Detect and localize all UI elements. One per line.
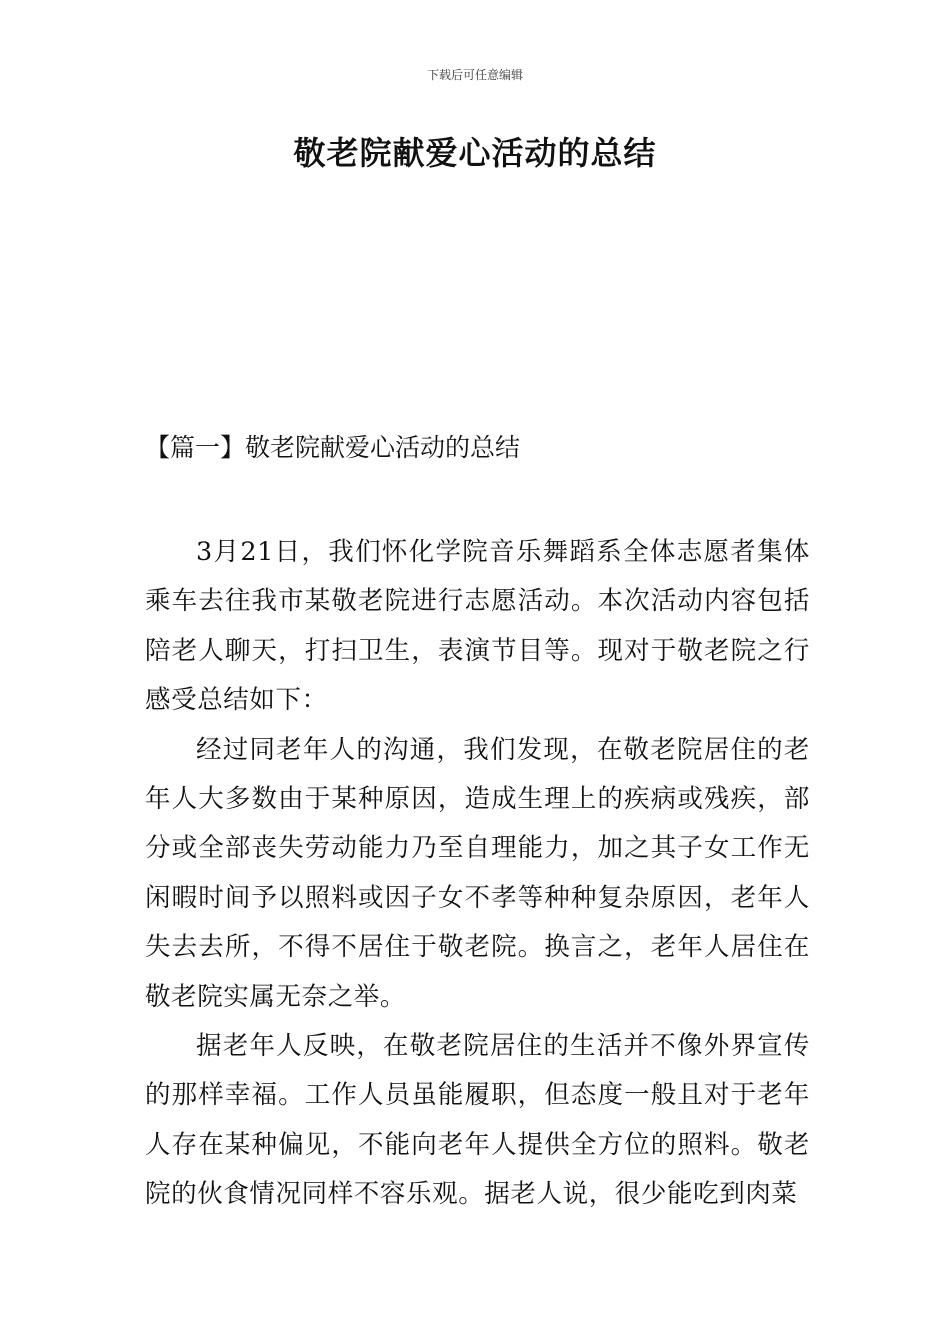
paragraph: 经过同老年人的沟通，我们发现，在敬老院居住的老年人大多数由于某种原因，造成生理上的疾病或残疾，部分或全部丧失劳动能力乃至自理能力，加之其子女工作无闲暇时间予以照料或因子女不孝等种种复杂原因，老年人失去去所，不得不居住于敬老院。换言之，老年人居住在敬老院实属无奈之举。 bbox=[145, 734, 810, 1012]
document-title: 敬老院献爱心活动的总结 bbox=[293, 134, 657, 172]
body-text bbox=[145, 528, 810, 1220]
section-heading: 【篇一】敬老院献爱心活动的总结 bbox=[145, 433, 521, 462]
header-note: 下载后可任意编辑 bbox=[426, 68, 523, 82]
paragraph: 3月21日，我们怀化学院音乐舞蹈系全体志愿者集体乘车去往我市某敬老院进行志愿活动。本次活动内容包括陪老人聊天，打扫卫生，表演节目等。现对于敬老院之行感受总结如下： bbox=[145, 537, 810, 716]
paragraph: 据老年人反映，在敬老院居住的生活并不像外界宣传的那样幸福。工作人员虽能履职，但态度一般且对于老年人存在某种偏见，不能向老年人提供全方位的照料。敬老院的伙食情况同样不容乐观。据老人说，很少能吃到肉菜 bbox=[145, 1031, 810, 1210]
